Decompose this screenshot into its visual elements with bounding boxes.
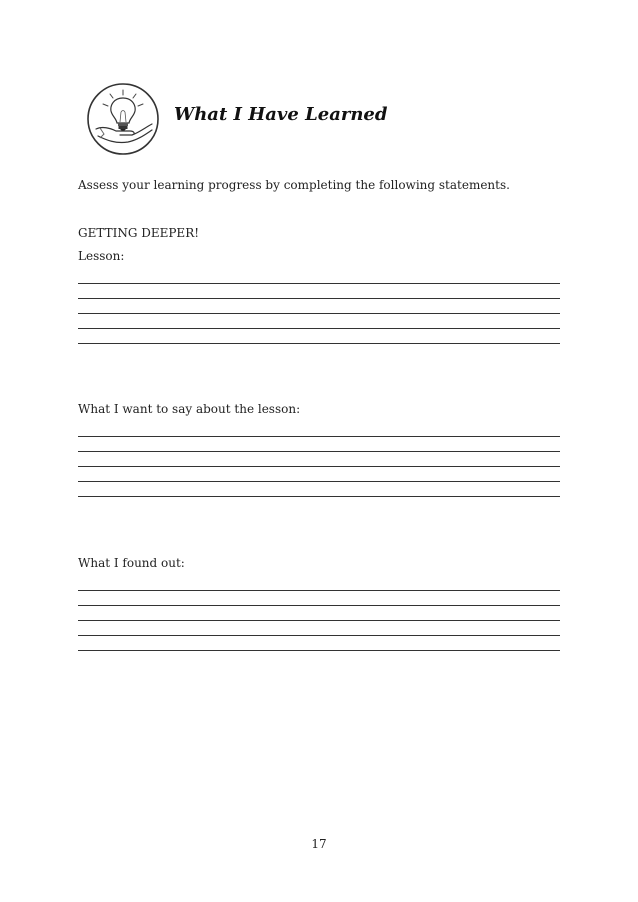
answer-line[interactable] (78, 343, 560, 344)
answer-line[interactable] (78, 283, 560, 284)
answer-area-lesson[interactable] (78, 283, 560, 358)
answer-line[interactable] (78, 481, 560, 482)
prompt-lesson-label: Lesson: (78, 249, 125, 263)
lightbulb-hand-icon (86, 82, 160, 156)
answer-line[interactable] (78, 620, 560, 621)
answer-line[interactable] (78, 650, 560, 651)
answer-area-found[interactable] (78, 590, 560, 665)
prompt-found-label: What I found out: (78, 556, 185, 570)
prompt-say-label: What I want to say about the lesson: (78, 402, 301, 416)
page-number: 17 (311, 837, 327, 851)
page-title: What I Have Learned (174, 104, 388, 125)
answer-line[interactable] (78, 298, 560, 299)
answer-line[interactable] (78, 313, 560, 314)
answer-line[interactable] (78, 436, 560, 437)
answer-area-say[interactable] (78, 436, 560, 511)
answer-line[interactable] (78, 605, 560, 606)
answer-line[interactable] (78, 328, 560, 329)
answer-line[interactable] (78, 451, 560, 452)
answer-line[interactable] (78, 496, 560, 497)
answer-line[interactable] (78, 590, 560, 591)
answer-line[interactable] (78, 466, 560, 467)
answer-line[interactable] (78, 635, 560, 636)
instruction-text: Assess your learning progress by completing the following statements. (78, 178, 510, 192)
section-logo (86, 82, 160, 156)
section-heading: GETTING DEEPER! (78, 226, 200, 240)
